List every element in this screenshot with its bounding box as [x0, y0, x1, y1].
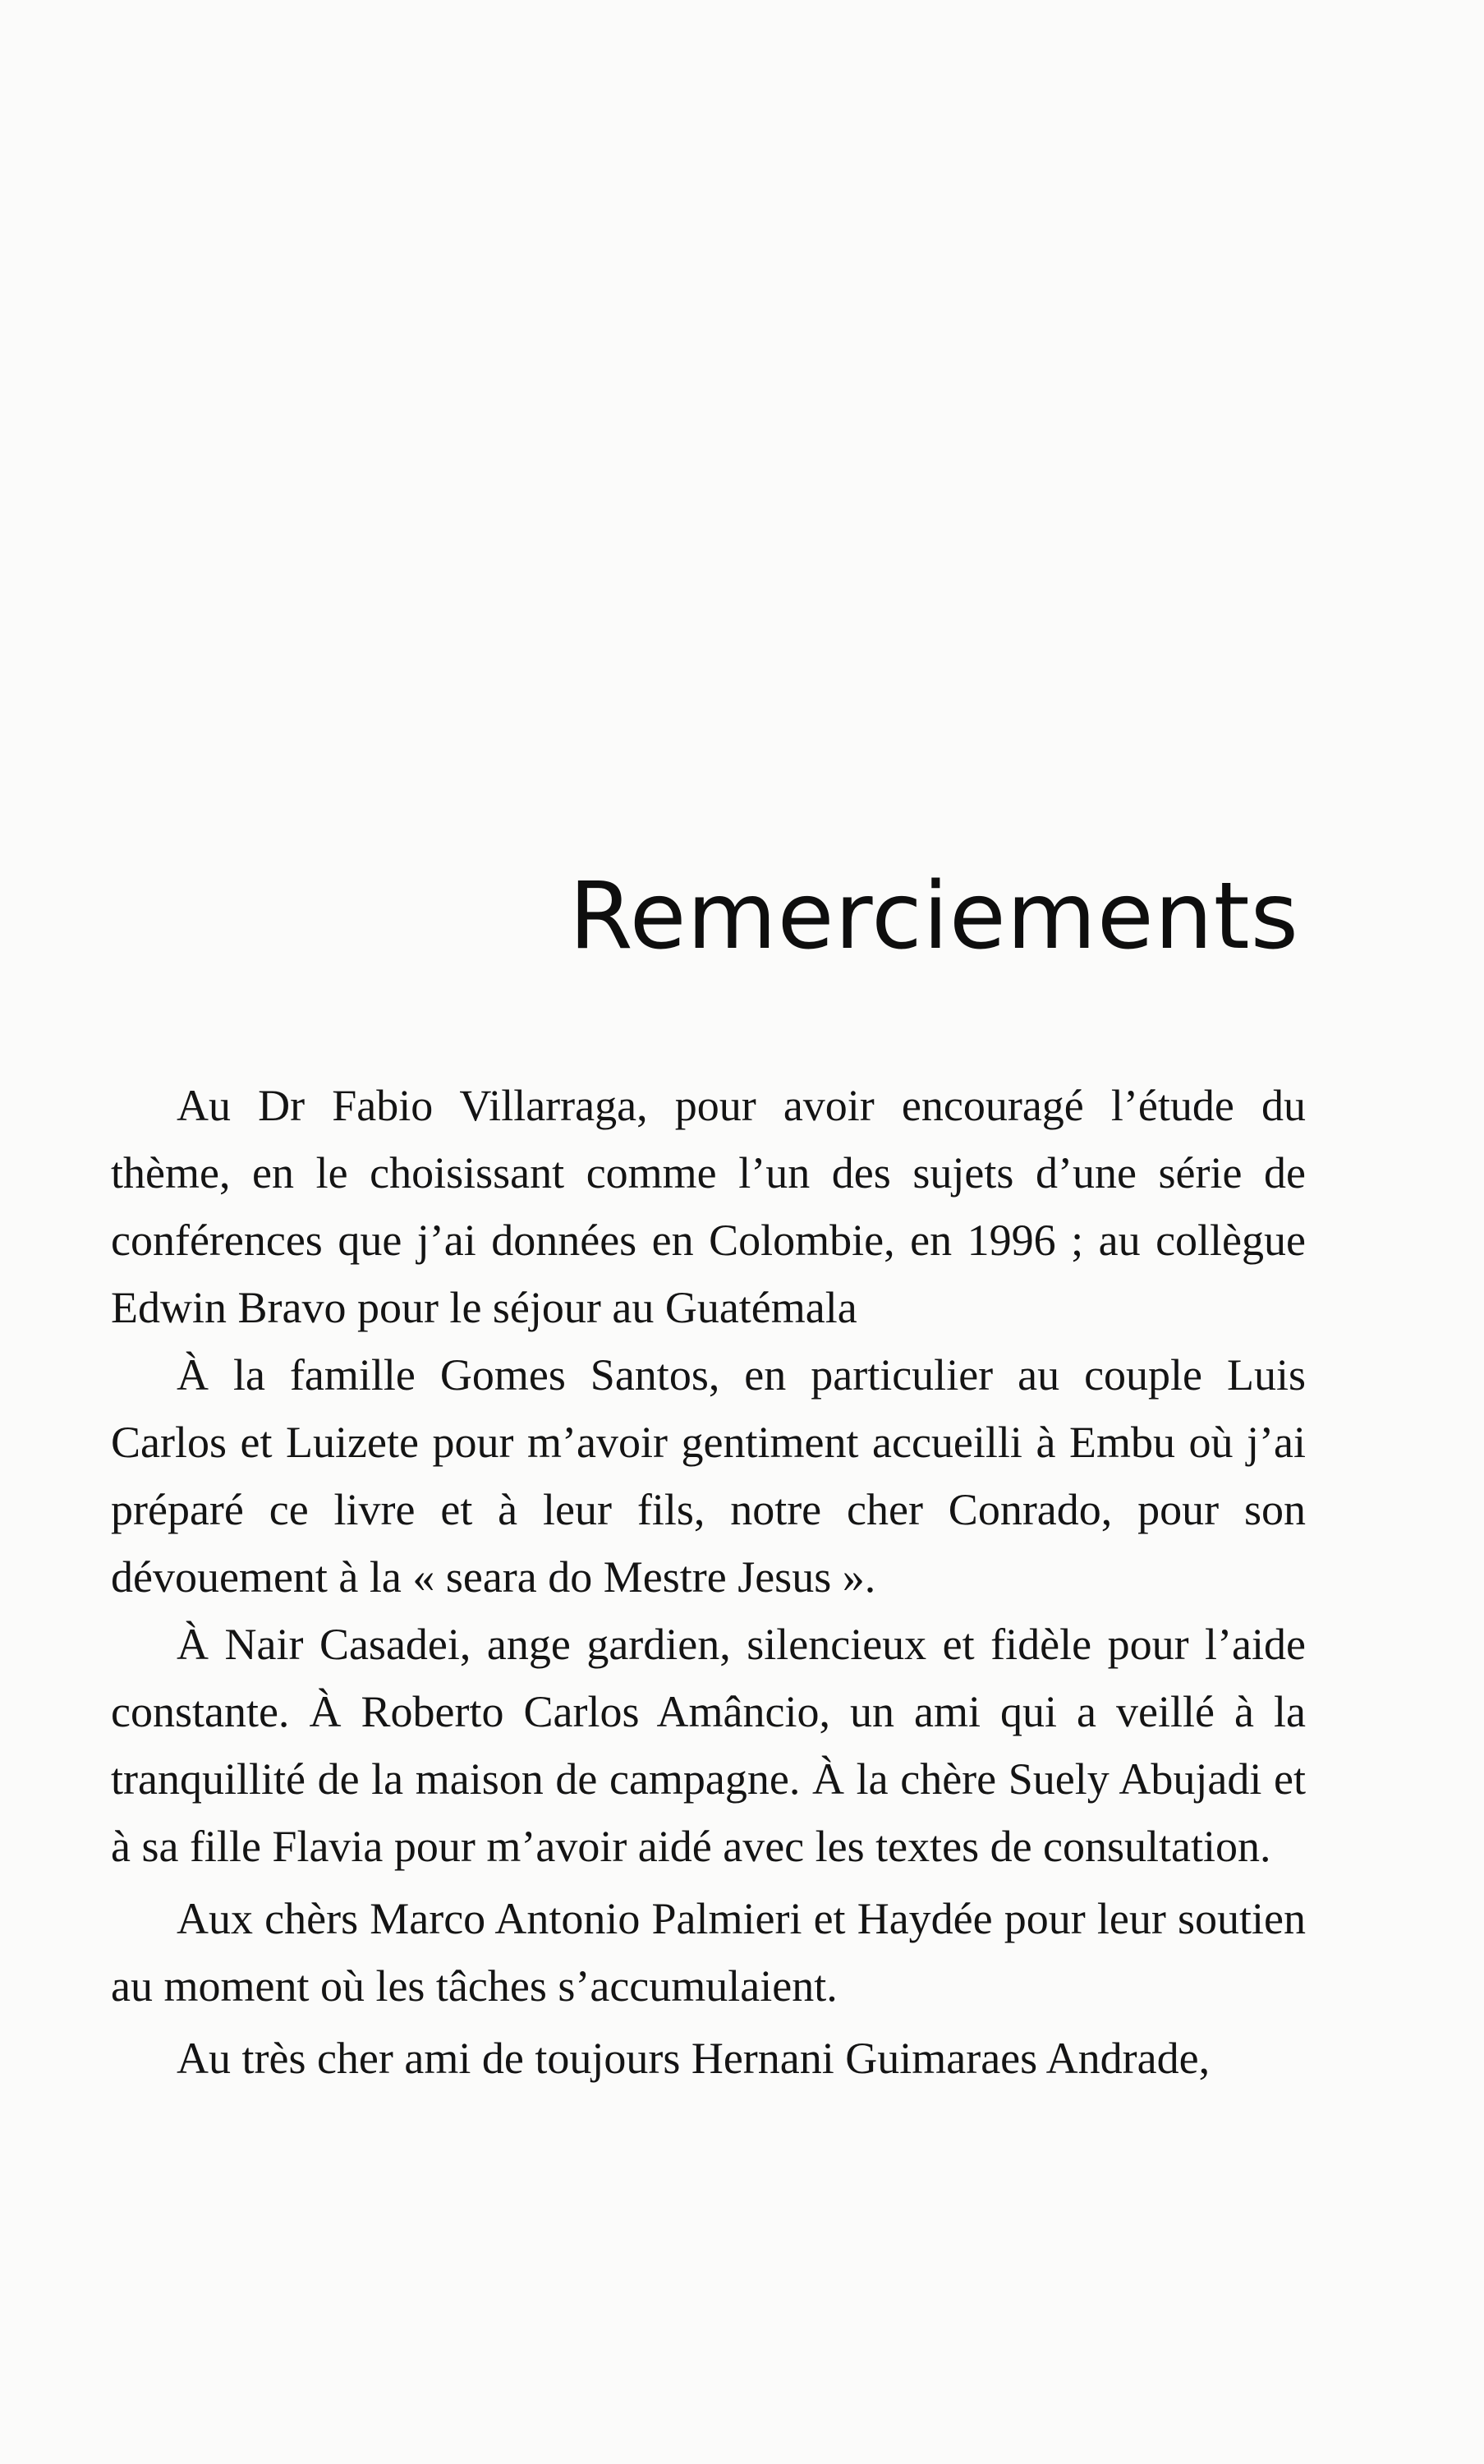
paragraph-villarraga: Au Dr Fabio Villarraga, pour avoir encouragé l’étude du thème, en le choisissant comme l’un des sujets d’une série de conférences que j’ai données en Colombie, en 1996 ; au collègue Edwin Bravo pour le séjour au Guatémala	[111, 1081, 1306, 1332]
chapter-title: Remerciements	[568, 863, 1299, 970]
paragraph-gomes-santos: À la famille Gomes Santos, en particulier au couple Luis Carlos et Luizete pour m’avoir gentiment accueilli à Embu où j’ai préparé ce livre et à leur fils, notre cher Conrado, pour son dévouement à la « seara do Mestre Jesus ».	[111, 1350, 1306, 1602]
acknowledgements-body	[111, 1072, 1306, 2092]
paragraph-palmieri: Aux chèrs Marco Antonio Palmieri et Haydée pour leur soutien au moment où les tâches s’accumulaient.	[111, 1894, 1306, 2011]
paragraph-casadei: À Nair Casadei, ange gardien, silencieux et fidèle pour l’aide constante. À Roberto Carlos Amâncio, un ami qui a veillé à la tranquillité de la maison de campagne. À la chère Suely Abujadi et à sa fille Flavia pour m’avoir aidé avec les textes de consultation.	[111, 1620, 1306, 1871]
paragraph-andrade: Au très cher ami de toujours Hernani Guimaraes Andrade,	[177, 2034, 1211, 2083]
